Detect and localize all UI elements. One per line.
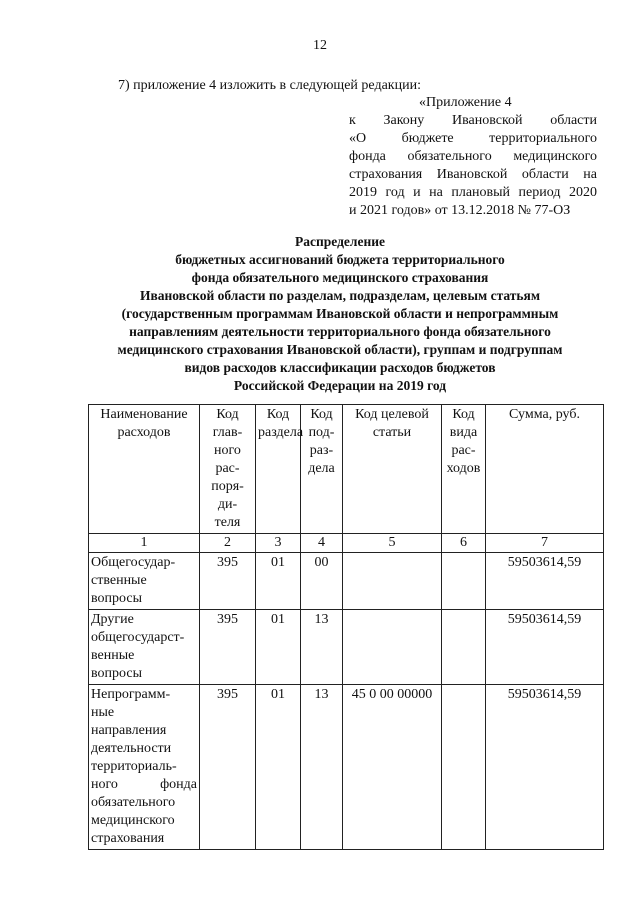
header-razdel: Код раздела bbox=[256, 405, 301, 534]
appendix-line: к Закону Ивановской области bbox=[349, 113, 597, 128]
cell-csr: 45 0 00 00000 bbox=[343, 685, 442, 850]
table-row bbox=[89, 553, 604, 610]
column-number-row bbox=[89, 534, 604, 553]
appendix-line: «О бюджете территориального bbox=[349, 131, 597, 146]
cell-sum: 59503614,59 bbox=[486, 685, 604, 850]
row-name: Общегосудар- ственные вопросы bbox=[89, 553, 200, 610]
cell-vr bbox=[442, 553, 486, 610]
budget-table bbox=[88, 404, 604, 850]
cell-razdel: 01 bbox=[256, 610, 301, 685]
column-number: 6 bbox=[442, 534, 486, 553]
column-number: 7 bbox=[486, 534, 604, 553]
header-grbs: Код глав- ного рас- поря- ди- теля bbox=[200, 405, 256, 534]
title-line: Распределение bbox=[294, 234, 386, 249]
cell-sum: 59503614,59 bbox=[486, 610, 604, 685]
appendix-line: страхования Ивановской области на bbox=[349, 167, 597, 182]
cell-podrazdel: 00 bbox=[301, 553, 343, 610]
table-header-row bbox=[89, 405, 604, 534]
title-line: медицинского страхования Ивановской области), группам и подгруппам bbox=[117, 342, 563, 357]
appendix-reference bbox=[349, 94, 597, 220]
column-number: 2 bbox=[200, 534, 256, 553]
appendix-line: «Приложение 4 bbox=[419, 95, 512, 110]
cell-grbs: 395 bbox=[200, 685, 256, 850]
cell-razdel: 01 bbox=[256, 553, 301, 610]
title-line: направлениям деятельности территориального фонда обязательного bbox=[129, 324, 551, 339]
title-line: бюджетных ассигнований бюджета территориального bbox=[175, 252, 505, 267]
column-number: 3 bbox=[256, 534, 301, 553]
title-line: видов расходов классификации расходов бюджетов bbox=[184, 360, 496, 375]
title-line: Российской Федерации на 2019 год bbox=[233, 378, 447, 393]
table-row bbox=[89, 610, 604, 685]
document-title bbox=[70, 233, 610, 395]
appendix-line: и 2021 годов» от 13.12.2018 № 77-ОЗ bbox=[349, 203, 571, 218]
title-line: Ивановской области по разделам, подразделам, целевым статьям bbox=[139, 288, 541, 303]
cell-sum: 59503614,59 bbox=[486, 553, 604, 610]
intro-text: 7) приложение 4 изложить в следующей редакции: bbox=[118, 78, 421, 93]
row-name: Непрограмм- ные направления деятельности территориаль- ного фонда обязательного медицинского страхования bbox=[89, 685, 200, 850]
header-vr: Код вида рас- ходов bbox=[442, 405, 486, 534]
cell-vr bbox=[442, 685, 486, 850]
column-number: 4 bbox=[301, 534, 343, 553]
cell-csr bbox=[343, 610, 442, 685]
row-name: Другие общегосударст- венные вопросы bbox=[89, 610, 200, 685]
header-name: Наименование расходов bbox=[89, 405, 200, 534]
cell-razdel: 01 bbox=[256, 685, 301, 850]
cell-grbs: 395 bbox=[200, 610, 256, 685]
column-number: 5 bbox=[343, 534, 442, 553]
header-csr: Код целевой статьи bbox=[343, 405, 442, 534]
page-number: 12 bbox=[313, 38, 327, 53]
column-number: 1 bbox=[89, 534, 200, 553]
cell-vr bbox=[442, 610, 486, 685]
title-line: (государственным программам Ивановской области и непрограммным bbox=[121, 306, 559, 321]
cell-grbs: 395 bbox=[200, 553, 256, 610]
cell-podrazdel: 13 bbox=[301, 610, 343, 685]
table-row bbox=[89, 685, 604, 850]
title-line: фонда обязательного медицинского страхования bbox=[191, 270, 489, 285]
appendix-line: 2019 год и на плановый период 2020 bbox=[349, 185, 597, 200]
header-podrazdel: Код под- раз- дела bbox=[301, 405, 343, 534]
cell-csr bbox=[343, 553, 442, 610]
header-sum: Сумма, руб. bbox=[486, 405, 604, 534]
cell-podrazdel: 13 bbox=[301, 685, 343, 850]
appendix-line: фонда обязательного медицинского bbox=[349, 149, 597, 164]
